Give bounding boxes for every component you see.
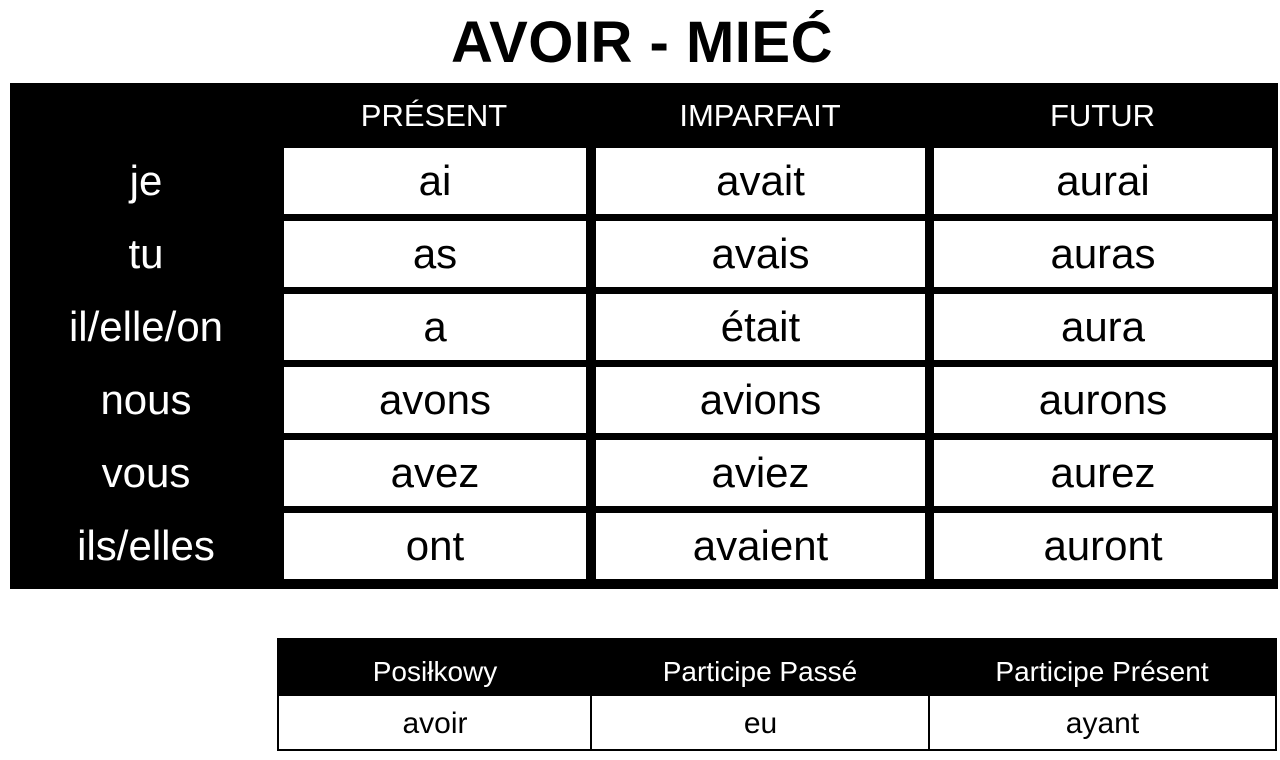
header-participe-passe: Participe Passé — [662, 656, 858, 687]
other-forms-table — [277, 638, 1277, 751]
conjugation-cell: ont — [284, 513, 586, 579]
conjugation-cell: était — [596, 294, 925, 360]
conjugation-cell: aurez — [934, 440, 1272, 506]
pronoun-label: ils/elles — [77, 522, 215, 569]
other-forms-header-row — [279, 640, 1275, 696]
conjugation-cell: a — [284, 294, 586, 360]
pronoun-label: je — [129, 157, 163, 204]
conjugation-cell: aurons — [934, 367, 1272, 433]
conjugation-cell: aviez — [596, 440, 925, 506]
conjugation-cell: avait — [596, 148, 925, 214]
header-posilkowy: Posiłkowy — [372, 656, 498, 687]
conjugation-table — [10, 83, 1278, 589]
page-title: AVOIR - MIEĆ — [451, 10, 833, 75]
conjugation-cell: avons — [284, 367, 586, 433]
value-auxiliary: avoir — [402, 707, 468, 740]
tense-header-imparfait: IMPARFAIT — [679, 98, 841, 133]
conjugation-cell: avaient — [596, 513, 925, 579]
pronoun-label: tu — [128, 230, 164, 277]
conjugation-cell: auras — [934, 221, 1272, 287]
pronoun-label: vous — [101, 449, 191, 496]
conjugation-cell: avais — [596, 221, 925, 287]
conjugation-cell: aura — [934, 294, 1272, 360]
value-participe-present: ayant — [1065, 707, 1140, 740]
conjugation-cell: avions — [596, 367, 925, 433]
header-participe-present: Participe Présent — [995, 656, 1209, 687]
conjugation-cell: aurai — [934, 148, 1272, 214]
pronoun-label: il/elle/on — [68, 303, 224, 350]
pronoun-label: nous — [100, 376, 192, 423]
tense-header-present: PRÉSENT — [360, 98, 508, 133]
conjugation-cell: avez — [284, 440, 586, 506]
conjugation-cell: auront — [934, 513, 1272, 579]
conjugation-cell: as — [284, 221, 586, 287]
tense-header-futur: FUTUR — [1049, 98, 1156, 133]
conjugation-cell: ai — [284, 148, 586, 214]
value-participe-passe: eu — [743, 707, 778, 740]
